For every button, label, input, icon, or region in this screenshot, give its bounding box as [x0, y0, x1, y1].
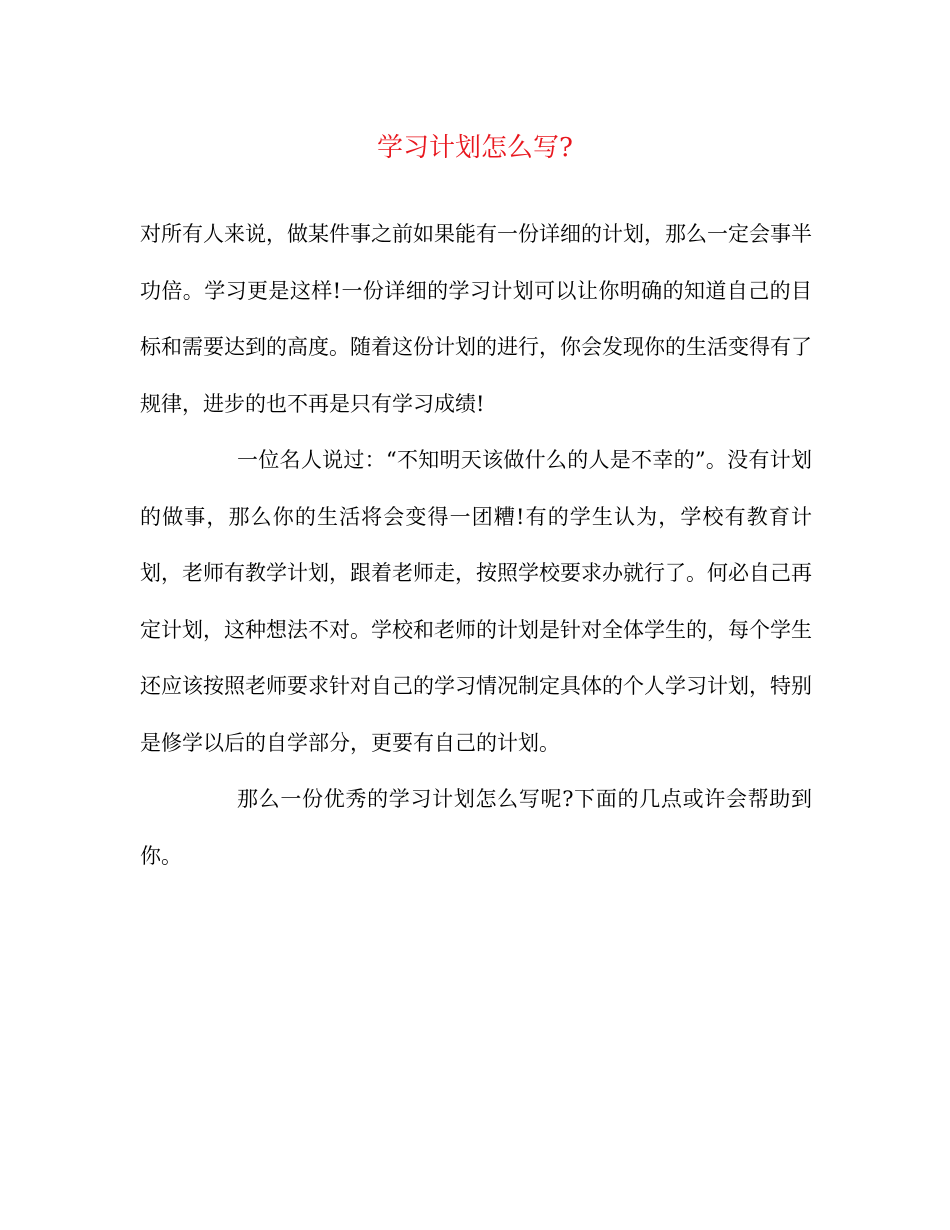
paragraph-quote: 一位名人说过：“不知明天该做什么的人是不幸的”。没有计划的做事，那么你的生活将会变得一团糟!有的学生认为，学校有教育计划，老师有教学计划，跟着老师走，按照学校要求办就行了。何必自己再定计划，这种想法不对。学校和老师的计划是针对全体学生的，每个学生还应该按照老师要求针对自己的学习情况制定具体的个人学习计划，特别是修学以后的自学部分，更要有自己的计划。: [140, 448, 812, 755]
document-title: 学习计划怎么写?: [377, 133, 573, 163]
paragraph-intro: 对所有人来说，做某件事之前如果能有一份详细的计划，那么一定会事半功倍。学习更是这样!一份详细的学习计划可以让你明确的知道自己的目标和需要达到的高度。随着这份计划的进行，你会发现你的生活变得有了规律，进步的也不再是只有学习成绩!: [140, 222, 812, 416]
document-body: [140, 206, 812, 884]
paragraph-closing: 那么一份优秀的学习计划怎么写呢?下面的几点或许会帮助到你。: [140, 787, 812, 868]
